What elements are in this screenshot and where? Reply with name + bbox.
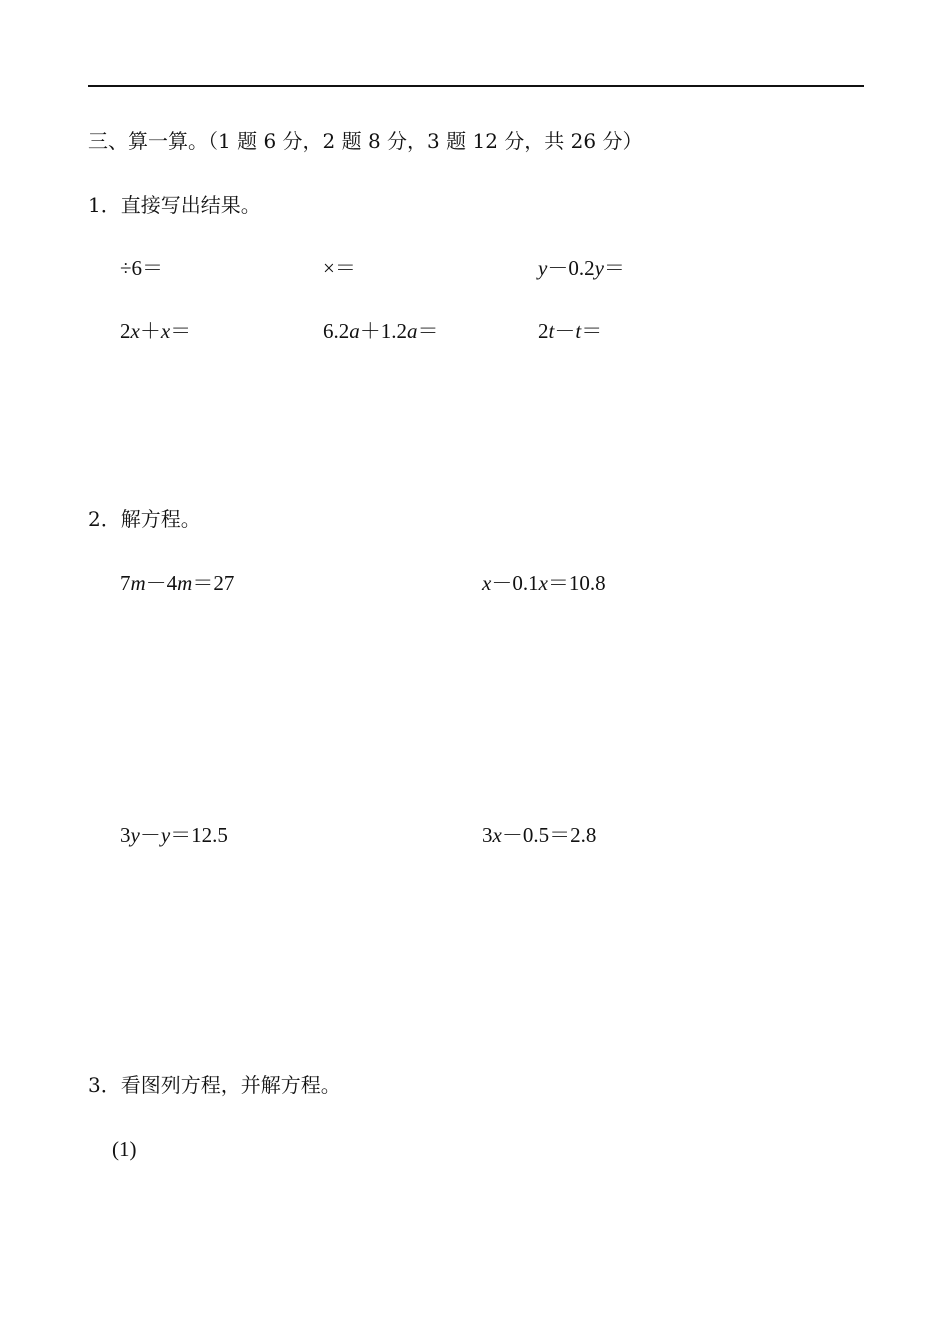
q2-equation-4: 3x－0.5＝2.8 bbox=[482, 823, 597, 847]
section-heading: 三、算一算。（1 题 6 分，2 题 8 分，3 题 12 分，共 26 分） bbox=[88, 129, 643, 153]
question-3-title: 3．看图列方程，并解方程。 bbox=[88, 1073, 341, 1097]
q3-sub-label: (1) bbox=[112, 1137, 137, 1161]
q1-item-2: ×＝ bbox=[323, 256, 356, 280]
question-1-title: 1．直接写出结果。 bbox=[88, 193, 261, 217]
question-2-title: 2．解方程。 bbox=[88, 507, 201, 531]
q1-item-3: y－0.2y＝ bbox=[538, 256, 625, 280]
q2-equation-1: 7m－4m＝27 bbox=[120, 571, 235, 595]
q1-item-1: ÷6＝ bbox=[120, 256, 164, 280]
q1-item-4: 2x＋x＝ bbox=[120, 319, 192, 343]
q2-equation-3: 3y－y＝12.5 bbox=[120, 823, 228, 847]
q1-item-5: 6.2a＋1.2a＝ bbox=[323, 319, 439, 343]
q2-equation-2: x－0.1x＝10.8 bbox=[482, 571, 606, 595]
header-rule bbox=[88, 85, 864, 87]
q1-item-6: 2t－t＝ bbox=[538, 319, 603, 343]
